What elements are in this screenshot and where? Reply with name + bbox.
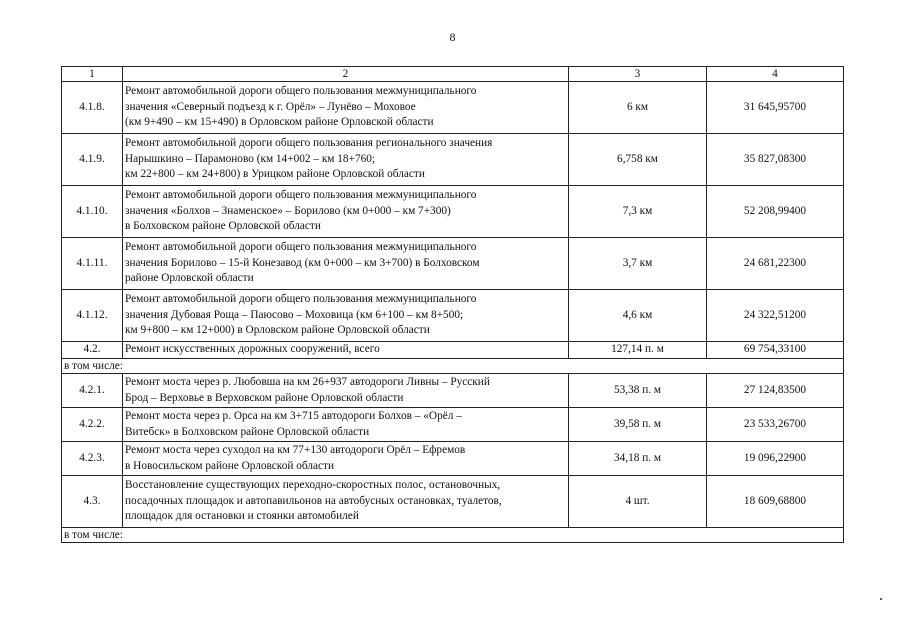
description-line: Ремонт автомобильной дороги общего пользования межмуниципального bbox=[125, 189, 477, 202]
description-line: (км 9+490 – км 15+490) в Орловском районе Орловской области bbox=[125, 116, 434, 129]
item-number-cell: 4.1.9. bbox=[62, 134, 123, 186]
description-cell bbox=[123, 290, 569, 342]
table-row bbox=[62, 82, 844, 134]
amount-cell: 19 096,22900 bbox=[707, 442, 844, 476]
description-line: Ремонт автомобильной дороги общего пользования межмуниципального bbox=[125, 241, 477, 254]
description-cell bbox=[123, 408, 569, 442]
table-row bbox=[62, 342, 844, 359]
item-number-cell: 4.2.3. bbox=[62, 442, 123, 476]
description-line: Ремонт моста через суходол на км 77+130 автодороги Орёл – Ефремов bbox=[125, 444, 466, 456]
description-line: Брод – Верховье в Верховском районе Орловской области bbox=[125, 391, 404, 404]
description-cell bbox=[123, 82, 569, 134]
table-row bbox=[62, 442, 844, 476]
description-line: км 22+800 – км 24+800) в Урицком районе Орловской области bbox=[125, 168, 425, 181]
item-number-cell: 4.2.2. bbox=[62, 408, 123, 442]
table-row bbox=[62, 374, 844, 408]
header-cell-2: 2 bbox=[123, 67, 569, 82]
amount-cell: 18 609,68800 bbox=[707, 476, 844, 528]
amount-cell: 31 645,95700 bbox=[707, 82, 844, 134]
quantity-cell: 6 км bbox=[569, 82, 707, 134]
description-line: Ремонт автомобильной дороги общего пользования межмуниципального bbox=[125, 293, 477, 306]
table-row bbox=[62, 238, 844, 290]
amount-cell: 35 827,08300 bbox=[707, 134, 844, 186]
description-line: в Новосильском районе Орловской области bbox=[125, 459, 334, 472]
scan-dot bbox=[880, 598, 882, 600]
description-cell bbox=[123, 238, 569, 290]
amount-cell: 52 208,99400 bbox=[707, 186, 844, 238]
amount-cell: 69 754,33100 bbox=[707, 342, 844, 359]
amount-cell: 24 322,51200 bbox=[707, 290, 844, 342]
description-line: Восстановление существующих переходно-скоростных полос, остановочных, bbox=[125, 479, 501, 492]
description-line: Витебск» в Болховском районе Орловской области bbox=[125, 425, 370, 438]
subheading-cell: в том числе: bbox=[62, 359, 844, 374]
quantity-cell: 53,38 п. м bbox=[569, 374, 707, 408]
item-number-cell: 4.1.11. bbox=[62, 238, 123, 290]
description-line: Ремонт моста через р. Любовша на км 26+937 автодороги Ливны – Русский bbox=[125, 376, 490, 388]
amount-cell: 27 124,83500 bbox=[707, 374, 844, 408]
description-line: значения «Северный подъезд к г. Орёл» – Лунёво – Моховое bbox=[125, 100, 416, 113]
description-line: Ремонт искусственных дорожных сооружений, всего bbox=[125, 343, 380, 356]
header-cell-1: 1 bbox=[62, 67, 123, 82]
header-row bbox=[62, 67, 844, 82]
item-number-cell: 4.1.8. bbox=[62, 82, 123, 134]
quantity-cell: 7,3 км bbox=[569, 186, 707, 238]
page-number: 8 bbox=[449, 30, 456, 44]
subheading-cell: в том числе: bbox=[62, 528, 844, 543]
item-number-cell: 4.2.1. bbox=[62, 374, 123, 408]
description-line: км 9+800 – км 12+000) в Орловском районе Орловской области bbox=[125, 324, 430, 337]
description-line: районе Орловской области bbox=[125, 272, 254, 285]
amount-cell: 23 533,26700 bbox=[707, 408, 844, 442]
quantity-cell: 39,58 п. м bbox=[569, 408, 707, 442]
description-line: посадочных площадок и автопавильонов на автобусных остановках, туалетов, bbox=[125, 494, 502, 507]
subheading-row bbox=[62, 359, 844, 374]
description-line: Ремонт автомобильной дороги общего пользования межмуниципального bbox=[125, 85, 477, 98]
description-line: в Болховском районе Орловской области bbox=[125, 220, 321, 233]
table-row bbox=[62, 186, 844, 238]
description-cell bbox=[123, 374, 569, 408]
amount-cell: 24 681,22300 bbox=[707, 238, 844, 290]
quantity-cell: 34,18 п. м bbox=[569, 442, 707, 476]
quantity-cell: 3,7 км bbox=[569, 238, 707, 290]
description-cell bbox=[123, 442, 569, 476]
header-cell-3: 3 bbox=[569, 67, 707, 82]
description-line: Ремонт автомобильной дороги общего пользования регионального значения bbox=[125, 137, 493, 150]
table-row bbox=[62, 290, 844, 342]
description-cell bbox=[123, 342, 569, 359]
item-number-cell: 4.2. bbox=[62, 342, 123, 359]
quantity-cell: 127,14 п. м bbox=[569, 342, 707, 359]
description-line: Нарышкино – Парамоново (км 14+002 – км 18+760; bbox=[125, 152, 376, 165]
header-cell-4: 4 bbox=[707, 67, 844, 82]
description-line: значения Дубовая Роща – Паюсово – Моховица (км 6+100 – км 8+500; bbox=[125, 308, 464, 321]
description-cell bbox=[123, 186, 569, 238]
item-number-cell: 4.1.12. bbox=[62, 290, 123, 342]
item-number-cell: 4.1.10. bbox=[62, 186, 123, 238]
quantity-cell: 4 шт. bbox=[569, 476, 707, 528]
description-cell bbox=[123, 134, 569, 186]
description-cell bbox=[123, 476, 569, 528]
quantity-cell: 4,6 км bbox=[569, 290, 707, 342]
description-line: площадок для остановки и стоянки автомобилей bbox=[125, 510, 359, 523]
budget-table bbox=[61, 66, 844, 543]
description-line: значения Борилово – 15-й Конезавод (км 0+000 – км 3+700) в Болховском bbox=[125, 256, 480, 269]
table-row bbox=[62, 408, 844, 442]
subheading-row bbox=[62, 528, 844, 543]
description-line: значения «Болхов – Знаменское» – Борилово (км 0+000 – км 7+300) bbox=[125, 204, 451, 217]
table-row bbox=[62, 134, 844, 186]
quantity-cell: 6,758 км bbox=[569, 134, 707, 186]
item-number-cell: 4.3. bbox=[62, 476, 123, 528]
table-row bbox=[62, 476, 844, 528]
description-line: Ремонт моста через р. Орса на км 3+715 автодороги Болхов – «Орёл – bbox=[125, 410, 462, 422]
